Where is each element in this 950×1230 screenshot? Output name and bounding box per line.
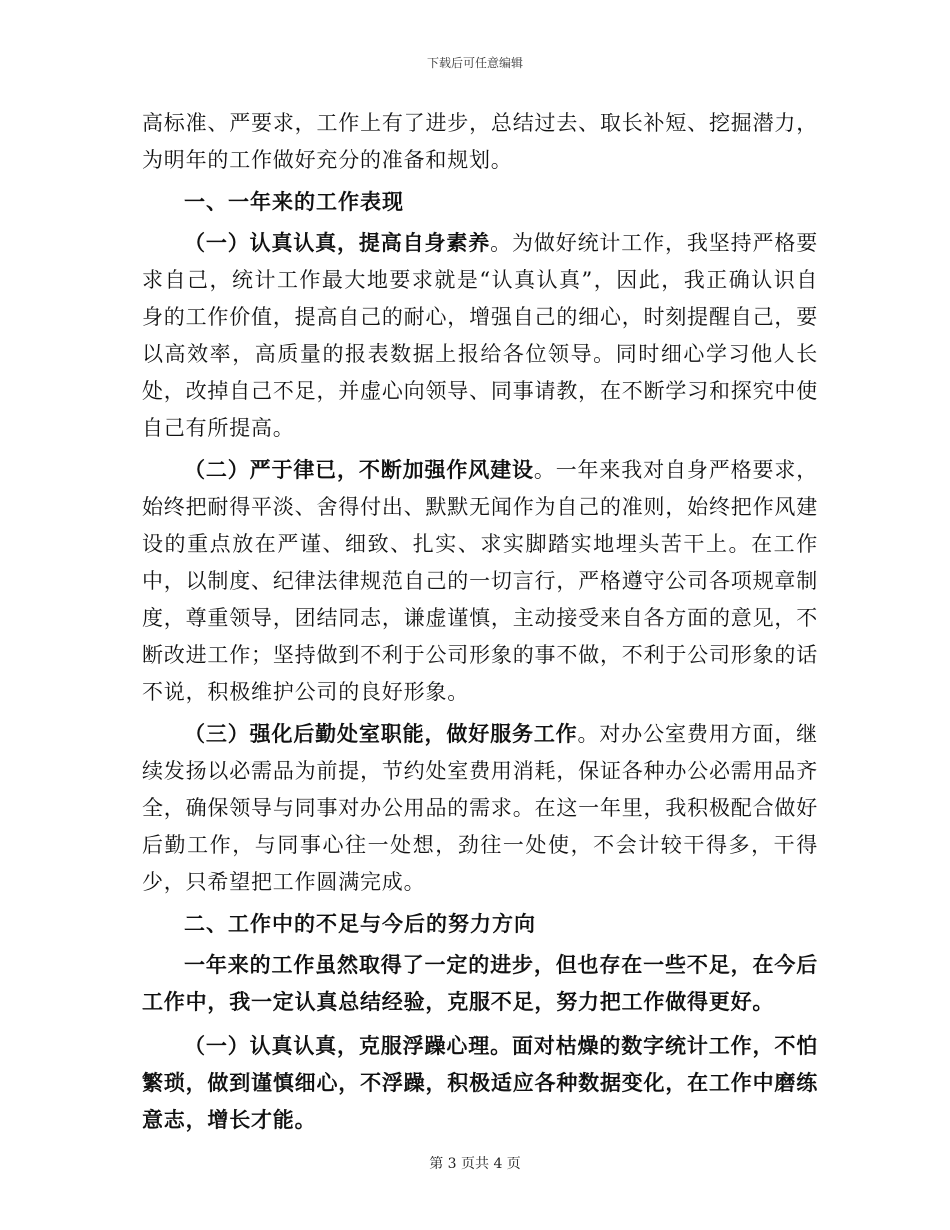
item-3-title: （三）强化后勤处室职能，做好服务工作 <box>184 721 578 746</box>
item-1-text: 。为做好统计工作，我坚持严格要求自己，统计工作最大地要求就是“认真认真”，因此，我正确认识自身的工作价值，提高自己的耐心，增强自己的细心，时刻提醒自己，要以高效率，高质量的报表数据上报给各位领导。同时细心学习他人长处，改掉自己不足，并虚心向领导、同事请教，在不断学习和探究中使自己有所提高。 <box>142 231 819 440</box>
item-3-text: 。对办公室费用方面，继续发扬以必需品为前提，节约处室费用消耗，保证各种办公必需用品齐全，确保领导与同事对办公用品的需求。在这一年里，我积极配合做好后勤工作，与同事心往一处想，劲往一处使，不会计较干得多，干得少，只希望把工作圆满完成。 <box>142 722 818 894</box>
page-header-note: 下载后可任意编辑 <box>426 56 523 70</box>
document-body <box>142 105 818 1138</box>
paragraph-improvement-1: （一）认真认真，克服浮躁心理。面对枯燥的数字统计工作，不怕繁琐，做到谨慎细心，不浮躁，积极适应各种数据变化，在工作中磨练意志，增长才能。 <box>142 1033 818 1132</box>
paragraph-item-3 <box>142 715 818 901</box>
paragraph-item-2 <box>142 451 818 711</box>
item-2-text: 。一年来我对自身严格要求，始终把耐得平淡、舍得付出、默默无闻作为自己的准则，始终把作风建设的重点放在严谨、细致、扎实、求实脚踏实地埋头苦干上。在工作中，以制度、纪律法律规范自己的一切言行，严格遵守公司各项规章制度，尊重领导，团结同志，谦虚谨慎，主动接受来自各方面的意见，不断改进工作；坚持做到不利于公司形象的事不做，不利于公司形象的话不说，积极维护公司的良好形象。 <box>142 458 818 704</box>
section-heading-1: 一、一年来的工作表现 <box>184 189 404 214</box>
paragraph-summary: 一年来的工作虽然取得了一定的进步，但也存在一些不足，在今后工作中，我一定认真总结经验，克服不足，努力把工作做得更好。 <box>142 952 818 1014</box>
item-1-title: （一）认真认真，提高自身素养 <box>184 230 491 255</box>
page-number: 第 3 页共 4 页 <box>429 1156 521 1172</box>
item-2-title: （二）严于律已，不断加强作风建设 <box>184 457 534 482</box>
paragraph-intro: 高标准、严要求，工作上有了进步，总结过去、取长补短、挖掘潜力，为明年的工作做好充分的准备和规划。 <box>142 111 818 172</box>
section-heading-2: 二、工作中的不足与今后的努力方向 <box>184 911 536 936</box>
paragraph-item-1 <box>142 224 818 447</box>
